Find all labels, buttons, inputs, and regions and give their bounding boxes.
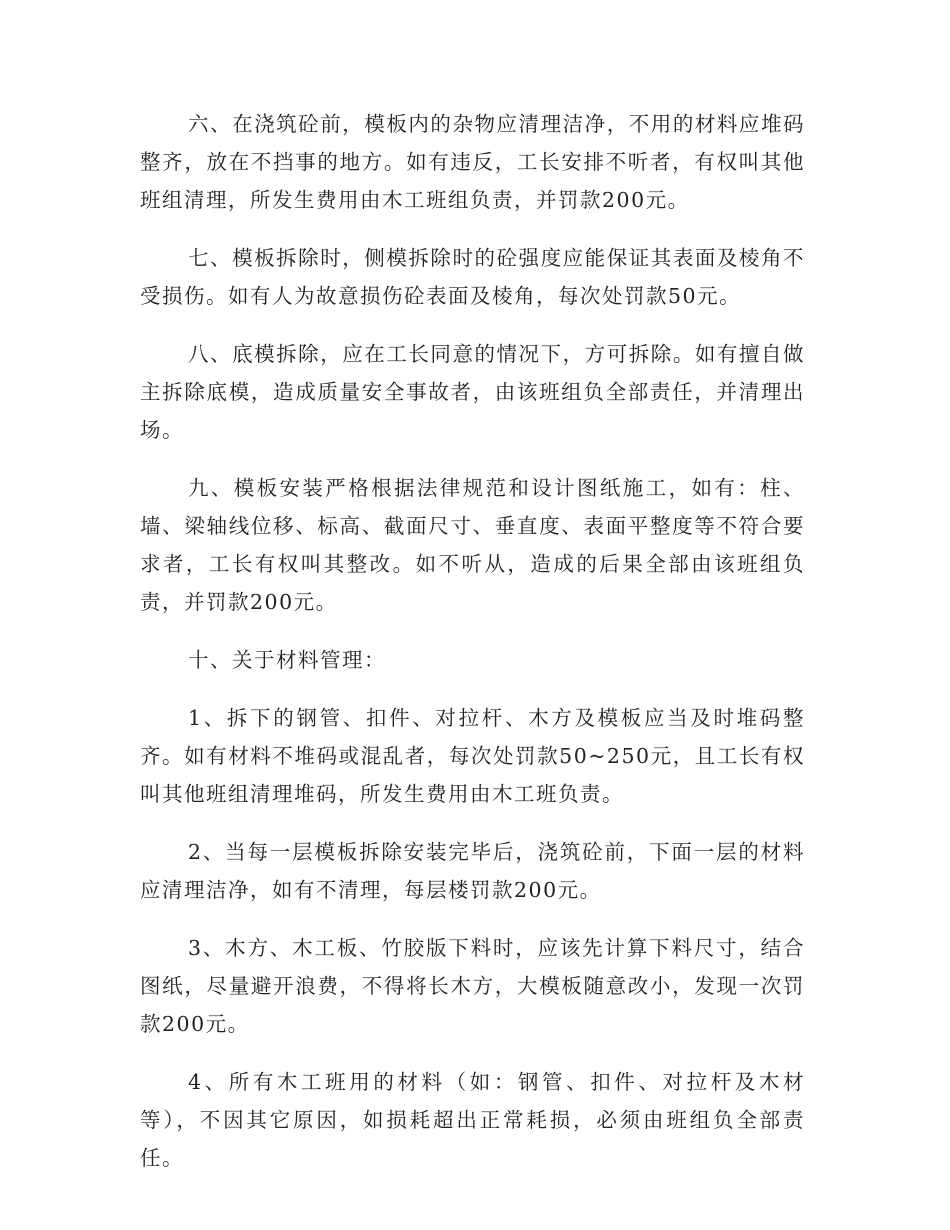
paragraph-item-9: 九、模板安装严格根据法律规范和设计图纸施工，如有：柱、墙、梁轴线位移、标高、截面尺寸、垂直度、表面平整度等不符合要求者，工长有权叫其整改。如不听从，造成的后果全部由该班组负责，并罚款200元。 <box>140 476 805 614</box>
paragraph-subitem-3: 3、木方、木工板、竹胶版下料时，应该先计算下料尺寸，结合图纸，尽量避开浪费，不得将长木方，大模板随意改小，发现一次罚款200元。 <box>140 936 805 1036</box>
document-body <box>140 105 805 1197</box>
paragraph-subitem-1: 1、拆下的钢管、扣件、对拉杆、木方及模板应当及时堆码整齐。如有材料不堆码或混乱者，每次处罚款50~250元，且工长有权叫其他班组清理堆码，所发生费用由木工班负责。 <box>140 706 805 806</box>
paragraph-item-6: 六、在浇筑砼前，模板内的杂物应清理洁净，不用的材料应堆码整齐，放在不挡事的地方。如有违反，工长安排不听者，有权叫其他班组清理，所发生费用由木工班组负责，并罚款200元。 <box>140 112 805 212</box>
paragraph-subitem-2: 2、当每一层模板拆除安装完毕后，浇筑砼前，下面一层的材料应清理洁净，如有不清理，每层楼罚款200元。 <box>140 840 805 902</box>
paragraph-subitem-4: 4、所有木工班用的材料（如：钢管、扣件、对拉杆及木材等），不因其它原因，如损耗超出正常耗损，必须由班组负全部责任。 <box>140 1070 805 1170</box>
paragraph-item-10-heading: 十、关于材料管理： <box>188 648 386 672</box>
paragraph-item-8: 八、底模拆除，应在工长同意的情况下，方可拆除。如有擅自做主拆除底模，造成质量安全事故者，由该班组负全部责任，并清理出场。 <box>140 342 805 442</box>
paragraph-item-7: 七、模板拆除时，侧模拆除时的砼强度应能保证其表面及棱角不受损伤。如有人为故意损伤砼表面及棱角，每次处罚款50元。 <box>140 246 805 308</box>
